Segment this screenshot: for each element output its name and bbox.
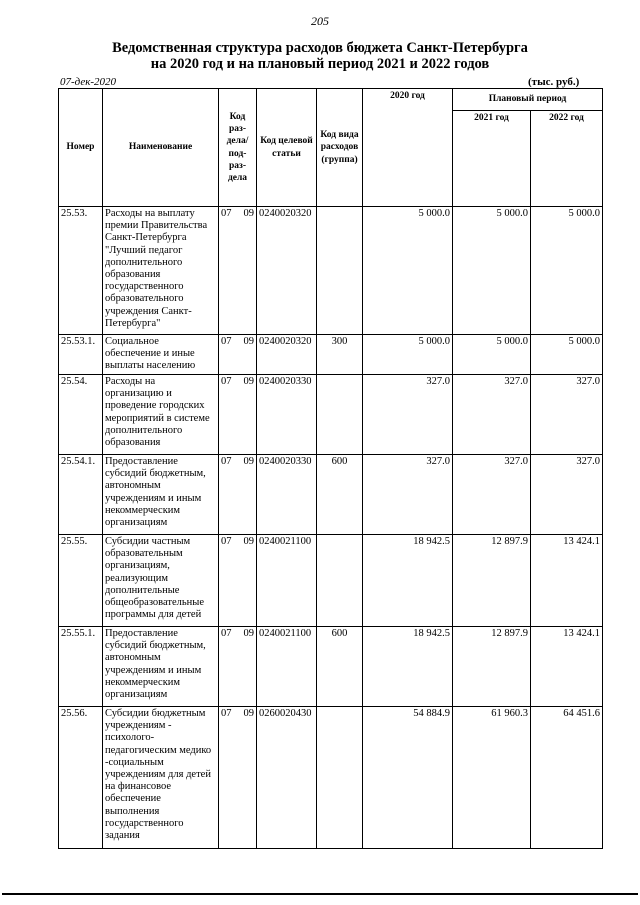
row-section (219, 207, 257, 335)
table-row (59, 375, 603, 455)
row-podrazdel: 09 (243, 208, 254, 219)
row-section (219, 335, 257, 375)
row-target: 0240020330 (257, 455, 317, 535)
title-line-1: Ведомственная структура расходов бюджета Санкт-Петербурга (112, 40, 528, 56)
header-name: Наименование (103, 89, 219, 207)
row-2022: 327.0 (531, 455, 603, 535)
budget-table (58, 88, 603, 849)
row-target: 0240021100 (257, 535, 317, 627)
row-section (219, 455, 257, 535)
row-razdel: 07 (221, 456, 232, 467)
row-section (219, 375, 257, 455)
table-row (59, 707, 603, 849)
row-podrazdel: 09 (243, 536, 254, 547)
row-expense-type (317, 535, 363, 627)
header-number: Номер (59, 89, 103, 207)
row-2021: 5 000.0 (453, 207, 531, 335)
row-2022: 5 000.0 (531, 335, 603, 375)
row-podrazdel: 09 (243, 456, 254, 467)
row-2020: 327.0 (363, 455, 453, 535)
row-razdel: 07 (221, 336, 232, 347)
row-2020: 5 000.0 (363, 207, 453, 335)
row-expense-type (317, 707, 363, 849)
row-name: Социальное обеспечение и иные выплаты населению (103, 335, 219, 375)
row-number: 25.53.1. (59, 335, 103, 375)
row-expense-type: 600 (317, 455, 363, 535)
header-section: Код раз-дела/ под-раз-дела (219, 89, 257, 207)
header-expense-type: Код вида расходов (группа) (317, 89, 363, 207)
row-expense-type: 300 (317, 335, 363, 375)
row-podrazdel: 09 (243, 376, 254, 387)
bottom-divider (2, 893, 638, 895)
units-label: (тыс. руб.) (528, 76, 580, 88)
row-2020: 54 884.9 (363, 707, 453, 849)
row-section (219, 627, 257, 707)
row-name: Предоставление субсидий бюджетным, автономным учреждениям и иным некоммерческим организациям (103, 627, 219, 707)
document-title (0, 40, 640, 72)
table-row (59, 335, 603, 375)
row-target: 0260020430 (257, 707, 317, 849)
row-number: 25.56. (59, 707, 103, 849)
header-planned-period: Плановый период (453, 89, 603, 111)
row-target: 0240020330 (257, 375, 317, 455)
row-razdel: 07 (221, 376, 232, 387)
row-2021: 327.0 (453, 455, 531, 535)
row-section (219, 707, 257, 849)
row-podrazdel: 09 (243, 628, 254, 639)
row-2021: 61 960.3 (453, 707, 531, 849)
row-name: Субсидии частным образовательным организациям, реализующим дополнительные общеобразовательные программы для детей (103, 535, 219, 627)
header-2021: 2021 год (453, 111, 531, 207)
table-row (59, 207, 603, 335)
page-number: 205 (311, 14, 329, 28)
table-row (59, 627, 603, 707)
header-2020: 2020 год (363, 89, 453, 207)
row-number: 25.53. (59, 207, 103, 335)
row-2020: 327.0 (363, 375, 453, 455)
row-2022: 327.0 (531, 375, 603, 455)
row-razdel: 07 (221, 628, 232, 639)
row-podrazdel: 09 (243, 336, 254, 347)
header-2022: 2022 год (531, 111, 603, 207)
row-2022: 13 424.1 (531, 627, 603, 707)
row-expense-type: 600 (317, 627, 363, 707)
row-2021: 12 897.9 (453, 627, 531, 707)
row-number: 25.54. (59, 375, 103, 455)
row-name: Расходы на выплату премии Правительства Санкт-Петербурга "Лучший педагог дополнительного образования государственного образовательного учреждения Санкт-Петербурга" (103, 207, 219, 335)
row-target: 0240020320 (257, 207, 317, 335)
row-2020: 5 000.0 (363, 335, 453, 375)
row-2021: 327.0 (453, 375, 531, 455)
row-name: Расходы на организацию и проведение городских мероприятий в системе дополнительного образования (103, 375, 219, 455)
row-2021: 12 897.9 (453, 535, 531, 627)
row-number: 25.55. (59, 535, 103, 627)
row-number: 25.54.1. (59, 455, 103, 535)
row-2022: 64 451.6 (531, 707, 603, 849)
title-line-2: на 2020 год и на плановый период 2021 и 2022 годов (150, 56, 490, 72)
row-podrazdel: 09 (243, 708, 254, 719)
row-razdel: 07 (221, 536, 232, 547)
row-2021: 5 000.0 (453, 335, 531, 375)
row-razdel: 07 (221, 208, 232, 219)
row-2020: 18 942.5 (363, 627, 453, 707)
row-target: 0240021100 (257, 627, 317, 707)
row-expense-type (317, 207, 363, 335)
row-2020: 18 942.5 (363, 535, 453, 627)
row-razdel: 07 (221, 708, 232, 719)
row-section (219, 535, 257, 627)
header-row-top (59, 89, 603, 111)
row-2022: 13 424.1 (531, 535, 603, 627)
row-number: 25.55.1. (59, 627, 103, 707)
header-target: Код целевой статьи (257, 89, 317, 207)
row-expense-type (317, 375, 363, 455)
row-target: 0240020320 (257, 335, 317, 375)
row-name: Субсидии бюджетным учреждениям - психолого-педагогическим медико -социальным учреждениям для детей на финансовое обеспечение выполнения государственного задания (103, 707, 219, 849)
document-date: 07-дек-2020 (60, 76, 117, 88)
table-row (59, 455, 603, 535)
table-row (59, 535, 603, 627)
row-2022: 5 000.0 (531, 207, 603, 335)
row-name: Предоставление субсидий бюджетным, автономным учреждениям и иным некоммерческим организациям (103, 455, 219, 535)
